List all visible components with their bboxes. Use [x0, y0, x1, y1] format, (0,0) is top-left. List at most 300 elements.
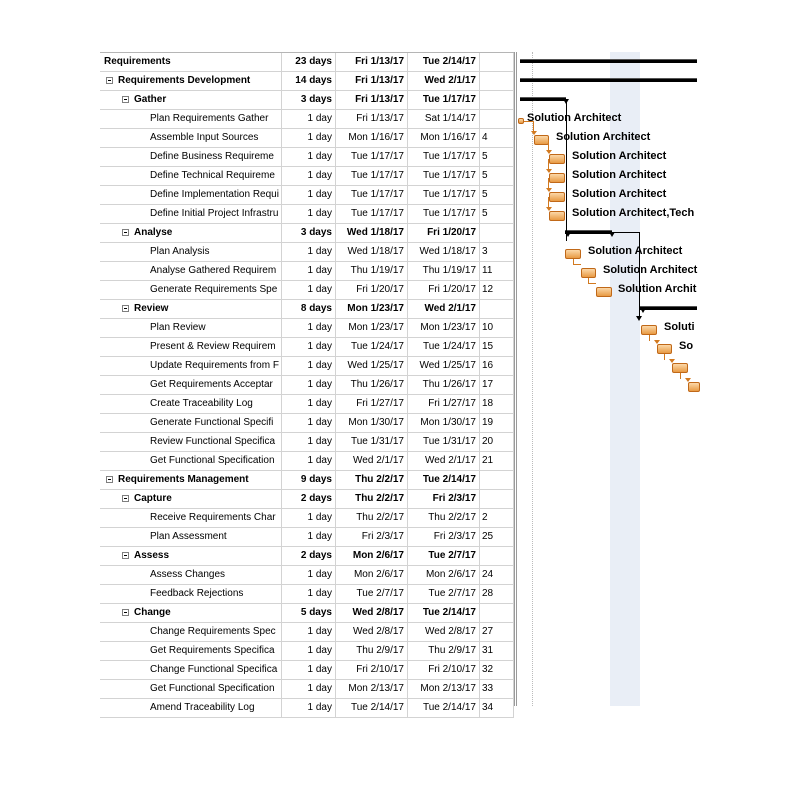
gantt-chart[interactable] — [514, 52, 698, 706]
link-arrow — [531, 131, 537, 135]
resource-label: Solution Architect — [527, 112, 622, 124]
task-name-cell[interactable] — [100, 53, 282, 71]
summary-link-arrow — [636, 316, 642, 321]
task-predecessors[interactable]: 32 — [480, 661, 514, 679]
task-name: Define Technical Requireme — [150, 170, 275, 181]
task-name-cell[interactable] — [100, 490, 282, 508]
task-name: Plan Assessment — [150, 531, 227, 542]
task-predecessors[interactable]: 21 — [480, 452, 514, 470]
task-row[interactable] — [100, 661, 514, 680]
task-predecessors[interactable] — [480, 72, 514, 90]
task-name-cell[interactable] — [100, 338, 282, 356]
link-line — [664, 354, 665, 360]
task-name: Get Requirements Acceptar — [150, 379, 273, 390]
task-predecessors[interactable] — [480, 91, 514, 109]
task-predecessors[interactable]: 31 — [480, 642, 514, 660]
task-name-cell[interactable] — [100, 262, 282, 280]
link-line — [548, 197, 549, 207]
task-name: Requirements Management — [118, 474, 249, 485]
task-name: Plan Requirements Gather — [150, 113, 269, 124]
task-start[interactable]: Mon 2/13/17 — [336, 680, 408, 698]
task-finish[interactable]: Wed 1/25/17 — [408, 357, 480, 375]
task-name: Change Requirements Spec — [150, 626, 276, 637]
link-arrow — [546, 188, 552, 192]
task-start[interactable]: Wed 2/8/17 — [336, 623, 408, 641]
task-name: Analyse Gathered Requirem — [150, 265, 277, 276]
task-row[interactable] — [100, 376, 514, 395]
task-start[interactable]: Fri 1/13/17 — [336, 110, 408, 128]
task-name-cell[interactable] — [100, 623, 282, 641]
task-start[interactable]: Tue 1/31/17 — [336, 433, 408, 451]
link-line — [588, 283, 596, 284]
task-predecessors[interactable] — [480, 604, 514, 622]
task-finish[interactable]: Wed 2/1/17 — [408, 72, 480, 90]
task-row[interactable] — [100, 395, 514, 414]
link-line — [573, 264, 581, 265]
task-row[interactable] — [100, 623, 514, 642]
task-predecessors[interactable]: 20 — [480, 433, 514, 451]
task-finish[interactable]: Thu 1/26/17 — [408, 376, 480, 394]
resource-label: Solution Architect — [572, 169, 667, 181]
task-name-cell[interactable] — [100, 680, 282, 698]
task-row[interactable] — [100, 699, 514, 718]
task-duration[interactable]: 1 day — [282, 357, 336, 375]
task-row[interactable] — [100, 414, 514, 433]
task-name-cell[interactable] — [100, 395, 282, 413]
task-name: Assemble Input Sources — [150, 132, 259, 143]
task-duration[interactable]: 1 day — [282, 129, 336, 147]
task-finish[interactable]: Thu 1/19/17 — [408, 262, 480, 280]
task-finish[interactable]: Tue 2/7/17 — [408, 547, 480, 565]
task-duration[interactable]: 1 day — [282, 376, 336, 394]
task-predecessors[interactable]: 11 — [480, 262, 514, 280]
task-name: Define Initial Project Infrastru — [150, 208, 279, 219]
task-row[interactable] — [100, 509, 514, 528]
task-name: Plan Analysis — [150, 246, 210, 257]
task-duration[interactable]: 1 day — [282, 186, 336, 204]
task-finish[interactable]: Tue 2/14/17 — [408, 699, 480, 717]
task-predecessors[interactable] — [480, 53, 514, 71]
task-name-cell[interactable] — [100, 699, 282, 717]
task-row[interactable] — [100, 357, 514, 376]
task-bar-plan-review[interactable] — [641, 325, 657, 335]
task-predecessors[interactable]: 33 — [480, 680, 514, 698]
task-row[interactable] — [100, 91, 514, 110]
task-predecessors[interactable]: 18 — [480, 395, 514, 413]
task-name-cell[interactable] — [100, 357, 282, 375]
task-start[interactable]: Fri 1/20/17 — [336, 281, 408, 299]
task-duration[interactable]: 3 days — [282, 91, 336, 109]
task-finish[interactable]: Mon 2/6/17 — [408, 566, 480, 584]
task-name: Get Functional Specification — [150, 455, 275, 466]
link-arrow — [685, 378, 691, 382]
summary-bar-review[interactable] — [640, 306, 697, 310]
summary-cap-review — [640, 308, 646, 313]
task-duration[interactable]: 1 day — [282, 395, 336, 413]
link-line — [649, 335, 650, 341]
task-name-cell[interactable] — [100, 110, 282, 128]
task-start[interactable]: Wed 2/1/17 — [336, 452, 408, 470]
task-start[interactable]: Tue 1/17/17 — [336, 167, 408, 185]
collapse-toggle-icon[interactable] — [122, 305, 129, 312]
task-name-cell[interactable] — [100, 585, 282, 603]
task-row[interactable] — [100, 433, 514, 452]
resource-label: Solution Architect — [572, 188, 667, 200]
task-predecessors[interactable] — [480, 224, 514, 242]
task-name: Assess — [134, 550, 170, 561]
task-row[interactable] — [100, 528, 514, 547]
task-duration[interactable]: 2 days — [282, 547, 336, 565]
resource-label: Solution Architect — [572, 150, 667, 162]
task-predecessors[interactable] — [480, 547, 514, 565]
task-predecessors[interactable]: 12 — [480, 281, 514, 299]
summary-bar-analyse[interactable] — [565, 230, 612, 234]
task-start[interactable]: Mon 1/30/17 — [336, 414, 408, 432]
task-finish[interactable]: Fri 2/3/17 — [408, 490, 480, 508]
task-start[interactable]: Mon 2/6/17 — [336, 547, 408, 565]
task-start[interactable]: Thu 2/9/17 — [336, 642, 408, 660]
task-bar-update-requirements[interactable] — [672, 363, 688, 373]
task-name-cell[interactable] — [100, 91, 282, 109]
task-name: Create Traceability Log — [150, 398, 253, 409]
task-name-cell[interactable] — [100, 167, 282, 185]
task-duration[interactable]: 14 days — [282, 72, 336, 90]
task-row[interactable] — [100, 452, 514, 471]
task-row[interactable] — [100, 167, 514, 186]
task-duration[interactable]: 1 day — [282, 623, 336, 641]
task-start[interactable]: Fri 1/13/17 — [336, 72, 408, 90]
task-row[interactable] — [100, 281, 514, 300]
task-bar-define-technical[interactable] — [549, 173, 565, 183]
task-row[interactable] — [100, 338, 514, 357]
task-name-cell[interactable] — [100, 72, 282, 90]
task-row[interactable] — [100, 490, 514, 509]
task-name-cell[interactable] — [100, 642, 282, 660]
task-row[interactable] — [100, 186, 514, 205]
task-row[interactable] — [100, 129, 514, 148]
task-finish[interactable]: Fri 2/10/17 — [408, 661, 480, 679]
task-name-cell[interactable] — [100, 509, 282, 527]
task-start[interactable]: Tue 1/17/17 — [336, 148, 408, 166]
task-duration[interactable]: 1 day — [282, 262, 336, 280]
task-name-cell[interactable] — [100, 186, 282, 204]
task-duration[interactable]: 1 day — [282, 167, 336, 185]
task-name-cell[interactable] — [100, 148, 282, 166]
task-predecessors[interactable]: 5 — [480, 205, 514, 223]
link-line — [548, 159, 549, 169]
task-row[interactable] — [100, 604, 514, 623]
task-row[interactable] — [100, 224, 514, 243]
task-duration[interactable]: 8 days — [282, 300, 336, 318]
task-duration[interactable]: 1 day — [282, 338, 336, 356]
task-finish[interactable]: Fri 1/20/17 — [408, 224, 480, 242]
task-duration[interactable]: 1 day — [282, 205, 336, 223]
task-bar-get-acceptance[interactable] — [688, 382, 700, 392]
task-duration[interactable]: 9 days — [282, 471, 336, 489]
task-predecessors[interactable]: 27 — [480, 623, 514, 641]
summary-link-line — [612, 232, 640, 233]
task-start[interactable]: Fri 2/3/17 — [336, 528, 408, 546]
task-name-cell[interactable] — [100, 471, 282, 489]
collapse-toggle-icon[interactable] — [122, 552, 129, 559]
task-row[interactable] — [100, 148, 514, 167]
task-finish[interactable]: Fri 1/20/17 — [408, 281, 480, 299]
task-name-cell[interactable] — [100, 243, 282, 261]
task-start[interactable]: Thu 1/19/17 — [336, 262, 408, 280]
task-predecessors[interactable] — [480, 490, 514, 508]
task-predecessors[interactable] — [480, 110, 514, 128]
task-finish[interactable]: Tue 1/17/17 — [408, 91, 480, 109]
task-row[interactable] — [100, 262, 514, 281]
task-row[interactable] — [100, 300, 514, 319]
task-start[interactable]: Mon 2/6/17 — [336, 566, 408, 584]
task-bar-plan-analysis[interactable] — [565, 249, 581, 259]
task-start[interactable]: Tue 2/14/17 — [336, 699, 408, 717]
link-line — [680, 373, 681, 379]
task-predecessors[interactable]: 2 — [480, 509, 514, 527]
task-finish[interactable]: Tue 1/17/17 — [408, 167, 480, 185]
task-name: Requirements — [104, 56, 171, 67]
task-name-cell[interactable] — [100, 319, 282, 337]
task-start[interactable]: Tue 1/17/17 — [336, 205, 408, 223]
task-duration[interactable]: 1 day — [282, 509, 336, 527]
summary-bar-requirements-development[interactable] — [520, 78, 697, 82]
resource-label: Solution Architect,Tech — [572, 207, 695, 219]
task-name-cell[interactable] — [100, 604, 282, 622]
task-predecessors[interactable]: 5 — [480, 167, 514, 185]
task-predecessors[interactable]: 16 — [480, 357, 514, 375]
task-finish[interactable]: Tue 1/17/17 — [408, 186, 480, 204]
task-duration[interactable]: 1 day — [282, 452, 336, 470]
task-name-cell[interactable] — [100, 205, 282, 223]
task-predecessors[interactable]: 17 — [480, 376, 514, 394]
task-bar-define-business[interactable] — [549, 154, 565, 164]
task-predecessors[interactable]: 5 — [480, 148, 514, 166]
summary-bar-gather[interactable] — [520, 97, 566, 101]
task-start[interactable]: Wed 1/25/17 — [336, 357, 408, 375]
task-bar-generate-spec[interactable] — [596, 287, 612, 297]
task-duration[interactable]: 1 day — [282, 585, 336, 603]
task-name: Review — [134, 303, 169, 314]
task-finish[interactable]: Sat 1/14/17 — [408, 110, 480, 128]
task-row[interactable] — [100, 680, 514, 699]
task-finish[interactable]: Wed 2/1/17 — [408, 452, 480, 470]
task-start[interactable]: Mon 1/23/17 — [336, 300, 408, 318]
task-name-cell[interactable] — [100, 300, 282, 318]
task-row[interactable] — [100, 566, 514, 585]
task-name: Define Implementation Requi — [150, 189, 279, 200]
task-name-cell[interactable] — [100, 129, 282, 147]
task-name: Update Requirements from F — [150, 360, 279, 371]
collapse-toggle-icon[interactable] — [122, 229, 129, 236]
task-start[interactable]: Tue 1/17/17 — [336, 186, 408, 204]
task-name-cell[interactable] — [100, 528, 282, 546]
task-predecessors[interactable]: 5 — [480, 186, 514, 204]
link-line — [548, 178, 549, 188]
task-finish[interactable]: Wed 2/1/17 — [408, 300, 480, 318]
task-finish[interactable]: Tue 2/14/17 — [408, 604, 480, 622]
task-bar-define-infrastructure[interactable] — [549, 211, 565, 221]
task-predecessors[interactable]: 4 — [480, 129, 514, 147]
task-row[interactable] — [100, 110, 514, 129]
task-finish[interactable]: Tue 1/31/17 — [408, 433, 480, 451]
task-row[interactable] — [100, 471, 514, 490]
task-row[interactable] — [100, 205, 514, 224]
summary-bar-requirements[interactable] — [520, 59, 697, 63]
task-duration[interactable]: 1 day — [282, 243, 336, 261]
task-duration[interactable]: 1 day — [282, 642, 336, 660]
task-duration[interactable]: 2 days — [282, 490, 336, 508]
task-predecessors[interactable]: 15 — [480, 338, 514, 356]
task-predecessors[interactable]: 25 — [480, 528, 514, 546]
resource-label: Soluti — [664, 321, 695, 333]
task-start[interactable]: Wed 1/18/17 — [336, 224, 408, 242]
task-predecessors[interactable]: 10 — [480, 319, 514, 337]
task-predecessors[interactable] — [480, 471, 514, 489]
task-finish[interactable]: Thu 2/9/17 — [408, 642, 480, 660]
task-row[interactable] — [100, 53, 514, 72]
task-finish[interactable]: Tue 1/17/17 — [408, 148, 480, 166]
link-arrow — [669, 359, 675, 363]
task-finish[interactable]: Mon 2/13/17 — [408, 680, 480, 698]
resource-label: Solution Architect — [556, 131, 651, 143]
task-duration[interactable]: 1 day — [282, 680, 336, 698]
task-start[interactable]: Tue 1/24/17 — [336, 338, 408, 356]
task-bar-define-implementation[interactable] — [549, 192, 565, 202]
task-name: Amend Traceability Log — [150, 702, 255, 713]
task-start[interactable]: Thu 2/2/17 — [336, 471, 408, 489]
task-start[interactable]: Fri 1/13/17 — [336, 53, 408, 71]
task-name: Analyse — [134, 227, 173, 238]
task-name: Gather — [134, 94, 167, 105]
task-predecessors[interactable]: 3 — [480, 243, 514, 261]
task-name: Define Business Requireme — [150, 151, 274, 162]
link-line — [548, 140, 549, 150]
task-duration[interactable]: 1 day — [282, 414, 336, 432]
task-name: Get Functional Specification — [150, 683, 275, 694]
task-name-cell[interactable] — [100, 547, 282, 565]
task-name: Generate Requirements Spe — [150, 284, 278, 295]
task-name-cell[interactable] — [100, 281, 282, 299]
task-name: Get Requirements Specifica — [150, 645, 275, 656]
task-duration[interactable]: 1 day — [282, 566, 336, 584]
task-duration[interactable]: 1 day — [282, 433, 336, 451]
task-start[interactable]: Thu 2/2/17 — [336, 509, 408, 527]
task-name-cell[interactable] — [100, 376, 282, 394]
task-bar-assemble-input-sources[interactable] — [534, 135, 549, 145]
task-duration[interactable]: 23 days — [282, 53, 336, 71]
resource-label: Solution Architect — [588, 245, 683, 257]
link-arrow — [546, 169, 552, 173]
task-name: Change — [134, 607, 171, 618]
task-start[interactable]: Wed 1/18/17 — [336, 243, 408, 261]
task-name-cell[interactable] — [100, 452, 282, 470]
task-name-cell[interactable] — [100, 414, 282, 432]
task-finish[interactable]: Mon 1/30/17 — [408, 414, 480, 432]
task-duration[interactable]: 1 day — [282, 281, 336, 299]
resource-label: Solution Archit — [618, 283, 697, 295]
task-start[interactable]: Thu 1/26/17 — [336, 376, 408, 394]
task-name-cell[interactable] — [100, 661, 282, 679]
today-line — [532, 52, 533, 706]
task-finish[interactable]: Mon 1/23/17 — [408, 319, 480, 337]
task-start[interactable]: Mon 1/23/17 — [336, 319, 408, 337]
collapse-toggle-icon[interactable] — [106, 476, 113, 483]
collapse-toggle-icon[interactable] — [122, 495, 129, 502]
task-finish[interactable]: Wed 1/18/17 — [408, 243, 480, 261]
task-finish[interactable]: Tue 2/14/17 — [408, 53, 480, 71]
task-predecessors[interactable] — [480, 300, 514, 318]
task-finish[interactable]: Fri 2/3/17 — [408, 528, 480, 546]
task-duration[interactable]: 1 day — [282, 148, 336, 166]
task-name: Requirements Development — [118, 75, 251, 86]
task-bar-present-review[interactable] — [657, 344, 672, 354]
collapse-toggle-icon[interactable] — [106, 77, 113, 84]
task-name: Feedback Rejections — [150, 588, 244, 599]
task-start[interactable]: Mon 1/16/17 — [336, 129, 408, 147]
task-finish[interactable]: Thu 2/2/17 — [408, 509, 480, 527]
task-name: Present & Review Requirem — [150, 341, 276, 352]
task-start[interactable]: Fri 1/13/17 — [336, 91, 408, 109]
task-duration[interactable]: 5 days — [282, 604, 336, 622]
task-duration[interactable]: 1 day — [282, 110, 336, 128]
task-predecessors[interactable]: 19 — [480, 414, 514, 432]
task-finish[interactable]: Fri 1/27/17 — [408, 395, 480, 413]
collapse-toggle-icon[interactable] — [122, 96, 129, 103]
task-bar-analyse-gathered[interactable] — [581, 268, 596, 278]
task-name-cell[interactable] — [100, 566, 282, 584]
task-name: Review Functional Specifica — [150, 436, 276, 447]
task-duration[interactable]: 1 day — [282, 699, 336, 717]
task-name: Plan Review — [150, 322, 206, 333]
task-name-cell[interactable] — [100, 433, 282, 451]
task-duration[interactable]: 1 day — [282, 528, 336, 546]
collapse-toggle-icon[interactable] — [122, 609, 129, 616]
task-name: Assess Changes — [150, 569, 226, 580]
task-finish[interactable]: Tue 2/14/17 — [408, 471, 480, 489]
task-row[interactable] — [100, 585, 514, 604]
task-name: Change Functional Specifica — [150, 664, 278, 675]
task-start[interactable]: Wed 2/8/17 — [336, 604, 408, 622]
task-row[interactable] — [100, 319, 514, 338]
task-name: Receive Requirements Char — [150, 512, 276, 523]
link-arrow — [654, 340, 660, 344]
task-finish[interactable]: Tue 1/24/17 — [408, 338, 480, 356]
task-predecessors[interactable]: 24 — [480, 566, 514, 584]
task-start[interactable]: Fri 2/10/17 — [336, 661, 408, 679]
task-row[interactable] — [100, 243, 514, 262]
task-name-cell[interactable] — [100, 224, 282, 242]
task-predecessors[interactable]: 34 — [480, 699, 514, 717]
task-duration[interactable]: 1 day — [282, 319, 336, 337]
task-row[interactable] — [100, 72, 514, 91]
resource-label: Solution Architect — [603, 264, 698, 276]
task-predecessors[interactable]: 28 — [480, 585, 514, 603]
task-duration[interactable]: 3 days — [282, 224, 336, 242]
task-duration[interactable]: 1 day — [282, 661, 336, 679]
task-start[interactable]: Tue 2/7/17 — [336, 585, 408, 603]
task-finish[interactable]: Wed 2/8/17 — [408, 623, 480, 641]
task-finish[interactable]: Mon 1/16/17 — [408, 129, 480, 147]
task-finish[interactable]: Tue 2/7/17 — [408, 585, 480, 603]
task-row[interactable] — [100, 547, 514, 566]
task-finish[interactable]: Tue 1/17/17 — [408, 205, 480, 223]
link-arrow — [546, 150, 552, 154]
task-grid[interactable] — [100, 52, 514, 713]
task-start[interactable]: Thu 2/2/17 — [336, 490, 408, 508]
task-start[interactable]: Fri 1/27/17 — [336, 395, 408, 413]
task-row[interactable] — [100, 642, 514, 661]
